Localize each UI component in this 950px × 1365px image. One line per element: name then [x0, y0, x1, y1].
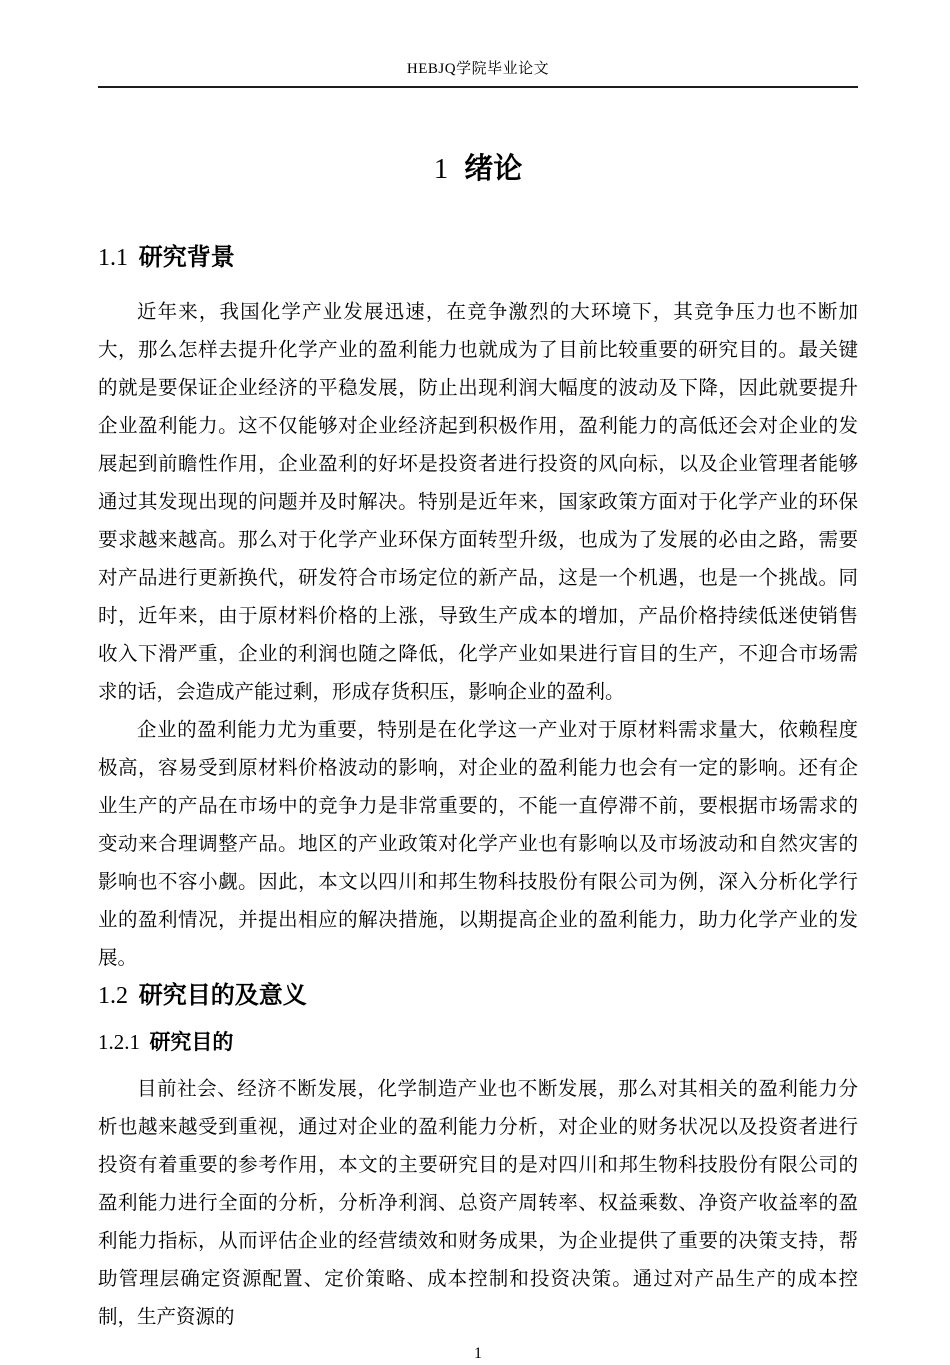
- page-number: 1: [474, 1345, 482, 1362]
- section-1-1-label: 研究背景: [138, 244, 235, 271]
- paragraph-3: 目前社会、经济不断发展，化学制造产业也不断发展，那么对其相关的盈利能力分析也越来越受到重视，通过对企业的盈利能力分析，对企业的财务状况以及投资者进行投资有着重要的参考作用，本文的主要研究目的是对四川和邦生物科技股份有限公司的盈利能力进行全面的分析，分析净利润、总资产周转率、权益乘数、净资产收益率的盈利能力指标，从而评估企业的经营绩效和财务成果，为企业提供了重要的决策支持，帮助管理层确定资源配置、定价策略、成本控制和投资决策。通过对产品生产的成本控制，生产资源的: [98, 1079, 858, 1328]
- section-heading-1-1: [98, 242, 858, 274]
- chapter-label: 绪论: [464, 153, 523, 185]
- section-1-2-number: 1.2: [98, 983, 128, 1009]
- paragraph-1: 近年来，我国化学产业发展迅速，在竞争激烈的大环境下，其竞争压力也不断加大，那么怎样去提升化学产业的盈利能力也就成为了目前比较重要的研究目的。最关键的就是要保证企业经济的平稳发展，防止出现利润大幅度的波动及下降，因此就要提升企业盈利能力。这不仅能够对企业经济起到积极作用，盈利能力的高低还会对企业的发展起到前瞻性作用，企业盈利的好坏是投资者进行投资的风向标，以及企业管理者能够通过其发现出现的问题并及时解决。特别是近年来，国家政策方面对于化学产业的环保要求越来越高。那么对于化学产业环保方面转型升级，也成为了发展的必由之路，需要对产品进行更新换代，研发符合市场定位的新产品，这是一个机遇，也是一个挑战。同时，近年来，由于原材料价格的上涨，导致生产成本的增加，产品价格持续低迷使销售收入下滑严重，企业的利润也随之降低，化学产业如果进行盲目的生产，不迎合市场需求的话，会造成产能过剩，形成存货积压，影响企业的盈利。: [98, 302, 858, 703]
- section-heading-1-2: [98, 980, 858, 1012]
- section-1-1-number: 1.1: [98, 245, 128, 271]
- subsection-1-2-1-number: 1.2.1: [98, 1030, 140, 1054]
- page-header: [98, 0, 858, 88]
- header-title: HEBJQ学院毕业论文: [406, 61, 550, 77]
- chapter-number: 1: [433, 153, 449, 185]
- section-1-2-label: 研究目的及意义: [138, 982, 307, 1009]
- subsection-heading-1-2-1: [98, 1028, 858, 1057]
- subsection-1-2-1-label: 研究目的: [149, 1031, 234, 1054]
- chapter-heading: [98, 152, 858, 186]
- paragraph-2: 企业的盈利能力尤为重要，特别是在化学这一产业对于原材料需求量大，依赖程度极高，容易受到原材料价格波动的影响，对企业的盈利能力也会有一定的影响。还有企业生产的产品在市场中的竞争力是非常重要的，不能一直停滞不前，要根据市场需求的变动来合理调整产品。地区的产业政策对化学产业也有影响以及市场波动和自然灾害的影响也不容小觑。因此，本文以四川和邦生物科技股份有限公司为例，深入分析化学行业的盈利情况，并提出相应的解决措施，以期提高企业的盈利能力，助力化学产业的发展。: [98, 720, 858, 969]
